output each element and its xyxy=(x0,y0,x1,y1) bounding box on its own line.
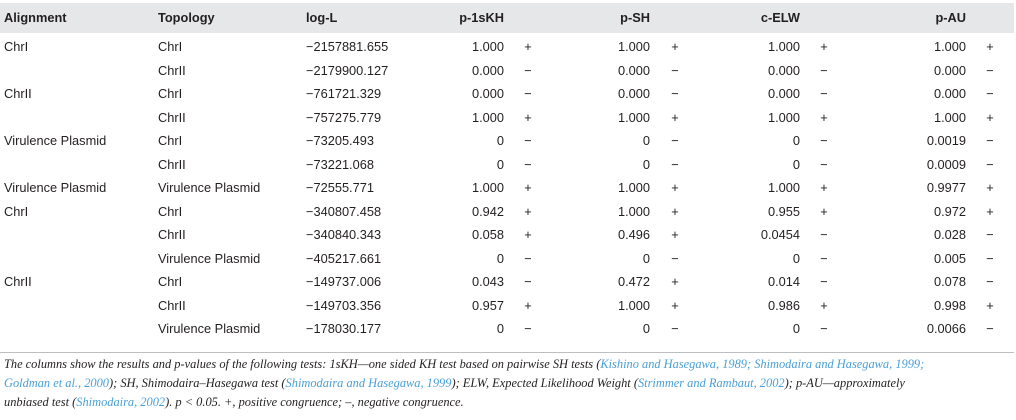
cell-p1skh: 0 xyxy=(496,156,504,172)
cell-topology: ChrII xyxy=(158,109,186,125)
cell-psh-sign: + xyxy=(671,227,679,242)
results-table xyxy=(0,3,1014,341)
cell-psh-sign: − xyxy=(671,62,679,78)
table-row xyxy=(0,35,1014,59)
citation-link[interactable]: Goldman et al., 2000 xyxy=(4,376,109,390)
cell-pau: 0.028 xyxy=(933,227,966,242)
cell-pau: 0.0009 xyxy=(926,156,966,172)
cell-psh-sign: − xyxy=(671,250,679,266)
header-psh: p-SH xyxy=(552,3,650,33)
cell-pau-sign: − xyxy=(986,274,994,289)
cell-celw-sign: − xyxy=(820,250,828,266)
cell-psh-sign: − xyxy=(671,86,679,101)
table-row xyxy=(0,153,1014,177)
cell-p1skh-sign: + xyxy=(524,109,532,125)
cell-p1skh: 0 xyxy=(496,250,504,266)
cell-celw-sign: + xyxy=(820,297,828,313)
table-row xyxy=(0,294,1014,318)
header-spacer xyxy=(800,3,848,33)
cell-p1skh-sign: − xyxy=(524,62,532,78)
cell-pau-sign: + xyxy=(986,297,994,313)
cell-topology: ChrII xyxy=(158,297,186,313)
cell-celw-sign: + xyxy=(820,180,828,195)
cell-pau: 0.0019 xyxy=(926,133,966,148)
cell-celw-sign: − xyxy=(820,227,828,242)
cell-topology: ChrII xyxy=(158,156,186,172)
cell-p1skh: 0.957 xyxy=(471,297,504,313)
cell-alignment xyxy=(0,223,158,247)
cell-celw: 0.955 xyxy=(767,203,800,219)
header-logl: log-L xyxy=(306,3,410,33)
cell-pau-sign: − xyxy=(986,227,994,242)
cell-topology: ChrI xyxy=(158,203,183,219)
cell-p1skh-sign: − xyxy=(524,156,532,172)
cell-p1skh-sign: − xyxy=(524,274,532,289)
cell-alignment xyxy=(0,106,158,130)
cell-p1skh: 0.043 xyxy=(471,274,504,289)
cell-psh-sign: − xyxy=(671,321,679,336)
table-header-row xyxy=(0,3,1014,33)
caption-text: ); p-AU—approximately xyxy=(784,376,905,390)
cell-psh-sign: + xyxy=(671,297,679,313)
cell-alignment: ChrI xyxy=(4,39,29,54)
cell-alignment: ChrI xyxy=(4,203,29,219)
cell-psh-sign: + xyxy=(671,180,679,195)
cell-celw-sign: − xyxy=(820,62,828,78)
cell-celw-sign: − xyxy=(820,86,828,101)
cell-alignment xyxy=(0,317,158,341)
cell-logl: −761721.329 xyxy=(306,86,382,101)
cell-psh: 0.000 xyxy=(617,62,650,78)
cell-topology: ChrII xyxy=(158,227,186,242)
cell-celw: 0.000 xyxy=(767,62,800,78)
cell-logl: −149737.006 xyxy=(306,274,382,289)
cell-p1skh: 1.000 xyxy=(471,39,504,54)
caption-text: ); SH, Shimodaira–Hasegawa test ( xyxy=(108,376,286,390)
citation-link[interactable]: Strimmer and Rambaut, 2002 xyxy=(637,376,785,390)
cell-p1skh: 0.058 xyxy=(471,227,504,242)
cell-pau-sign: + xyxy=(986,203,994,219)
cell-pau: 0.005 xyxy=(933,250,966,266)
cell-psh: 0.000 xyxy=(617,86,650,101)
cell-psh: 1.000 xyxy=(617,203,650,219)
cell-logl: −2157881.655 xyxy=(306,39,389,54)
cell-p1skh: 0.000 xyxy=(471,86,504,101)
cell-p1skh-sign: − xyxy=(524,86,532,101)
cell-celw-sign: + xyxy=(820,203,828,219)
table-row xyxy=(0,129,1014,153)
cell-topology: ChrI xyxy=(158,39,183,54)
citation-link[interactable]: Kishino and Hasegawa, 1989; Shimodaira and Hasegawa, 1999; xyxy=(600,357,925,371)
cell-psh-sign: + xyxy=(671,39,679,54)
cell-logl: −149703.356 xyxy=(306,297,382,313)
table-bottom-rule xyxy=(0,352,1014,353)
cell-pau-sign: − xyxy=(986,156,994,172)
cell-celw: 0.000 xyxy=(767,86,800,101)
cell-topology: Virulence Plasmid xyxy=(158,250,261,266)
cell-pau-sign: − xyxy=(986,250,994,266)
cell-pau: 1.000 xyxy=(933,109,966,125)
cell-psh: 1.000 xyxy=(617,297,650,313)
cell-celw: 1.000 xyxy=(767,180,800,195)
cell-psh: 0 xyxy=(642,250,650,266)
cell-psh: 0 xyxy=(642,321,650,336)
cell-psh-sign: + xyxy=(671,274,679,289)
cell-celw-sign: + xyxy=(820,109,828,125)
header-celw: c-ELW xyxy=(700,3,800,33)
header-pau: p-AU xyxy=(848,3,966,33)
cell-celw: 0.986 xyxy=(767,297,800,313)
table-row xyxy=(0,270,1014,294)
cell-psh: 0.472 xyxy=(617,274,650,289)
cell-alignment: ChrII xyxy=(4,86,32,101)
cell-psh: 1.000 xyxy=(617,180,650,195)
cell-pau: 0.000 xyxy=(933,86,966,101)
cell-psh-sign: − xyxy=(671,156,679,172)
cell-alignment xyxy=(0,153,158,177)
cell-celw-sign: − xyxy=(820,156,828,172)
table-row xyxy=(0,247,1014,271)
citation-link[interactable]: Shimodaira, 2002 xyxy=(76,395,166,409)
cell-logl: −340807.458 xyxy=(306,203,382,219)
cell-topology: ChrII xyxy=(158,62,186,78)
header-topology: Topology xyxy=(158,3,306,33)
cell-pau-sign: − xyxy=(986,86,994,101)
cell-psh-sign: − xyxy=(671,133,679,148)
cell-celw-sign: + xyxy=(820,39,828,54)
cell-logl: −2179900.127 xyxy=(306,62,389,78)
cell-psh: 1.000 xyxy=(617,39,650,54)
cell-celw: 1.000 xyxy=(767,39,800,54)
header-alignment: Alignment xyxy=(0,3,158,33)
cell-celw-sign: − xyxy=(820,274,828,289)
table-row xyxy=(0,317,1014,341)
cell-p1skh: 0.000 xyxy=(471,62,504,78)
cell-p1skh: 0 xyxy=(496,133,504,148)
cell-p1skh-sign: + xyxy=(524,203,532,219)
cell-p1skh: 1.000 xyxy=(471,109,504,125)
cell-celw: 0 xyxy=(792,321,800,336)
cell-p1skh-sign: − xyxy=(524,250,532,266)
cell-psh: 0.496 xyxy=(617,227,650,242)
cell-logl: −72555.771 xyxy=(306,180,374,195)
cell-pau-sign: + xyxy=(986,180,994,195)
cell-psh-sign: + xyxy=(671,109,679,125)
cell-p1skh-sign: + xyxy=(524,297,532,313)
cell-logl: −340840.343 xyxy=(306,227,382,242)
table-row xyxy=(0,106,1014,130)
cell-logl: −73221.068 xyxy=(306,156,374,172)
cell-pau-sign: + xyxy=(986,39,994,54)
cell-celw: 1.000 xyxy=(767,109,800,125)
cell-logl: −757275.779 xyxy=(306,109,382,125)
table-row xyxy=(0,200,1014,224)
cell-psh: 0 xyxy=(642,156,650,172)
cell-psh: 0 xyxy=(642,133,650,148)
cell-p1skh: 0.942 xyxy=(471,203,504,219)
cell-celw: 0 xyxy=(792,156,800,172)
header-p1skh: p-1sKH xyxy=(410,3,504,33)
table-row xyxy=(0,223,1014,247)
cell-pau: 0.9977 xyxy=(926,180,966,195)
cell-topology: ChrI xyxy=(158,274,183,289)
cell-pau-sign: − xyxy=(986,62,994,78)
cell-pau: 1.000 xyxy=(933,39,966,54)
table-body xyxy=(0,33,1014,341)
cell-pau: 0.000 xyxy=(933,62,966,78)
cell-pau: 0.972 xyxy=(933,203,966,219)
cell-pau: 0.0066 xyxy=(926,321,966,336)
table-row xyxy=(0,82,1014,106)
cell-topology: ChrI xyxy=(158,86,183,101)
caption-text: ); ELW, Expected Likelihood Weight ( xyxy=(451,376,638,390)
caption-text: The columns show the results and p-values of the following tests: 1sKH—one sided KH test based on pairwise SH tests ( xyxy=(4,357,601,371)
cell-alignment xyxy=(0,294,158,318)
cell-alignment: Virulence Plasmid xyxy=(4,133,107,148)
cell-alignment: ChrII xyxy=(4,274,32,289)
cell-celw-sign: − xyxy=(820,133,828,148)
caption-text: ). p < 0.05. +, positive congruence; –, negative congruence. xyxy=(165,395,464,409)
cell-pau-sign: + xyxy=(986,109,994,125)
cell-p1skh: 0 xyxy=(496,321,504,336)
cell-pau-sign: − xyxy=(986,321,994,336)
cell-topology: ChrI xyxy=(158,133,183,148)
cell-logl: −73205.493 xyxy=(306,133,374,148)
cell-alignment xyxy=(0,247,158,271)
cell-celw: 0 xyxy=(792,133,800,148)
cell-p1skh-sign: − xyxy=(524,321,532,336)
cell-psh-sign: + xyxy=(671,203,679,219)
header-spacer xyxy=(650,3,700,33)
cell-alignment: Virulence Plasmid xyxy=(4,180,107,195)
cell-topology: Virulence Plasmid xyxy=(158,321,261,336)
cell-p1skh-sign: + xyxy=(524,180,532,195)
cell-pau: 0.998 xyxy=(933,297,966,313)
cell-p1skh-sign: − xyxy=(524,133,532,148)
table-caption xyxy=(4,355,1012,412)
cell-p1skh-sign: + xyxy=(524,227,532,242)
cell-alignment xyxy=(0,59,158,83)
cell-psh: 1.000 xyxy=(617,109,650,125)
cell-celw: 0.014 xyxy=(767,274,800,289)
cell-celw-sign: − xyxy=(820,321,828,336)
header-spacer xyxy=(504,3,552,33)
header-spacer xyxy=(966,3,1014,33)
cell-p1skh: 1.000 xyxy=(471,180,504,195)
cell-celw: 0.0454 xyxy=(760,227,800,242)
cell-pau-sign: − xyxy=(986,133,994,148)
cell-logl: −405217.661 xyxy=(306,250,382,266)
cell-logl: −178030.177 xyxy=(306,321,382,336)
caption-text: unbiased test ( xyxy=(4,395,77,409)
cell-topology: Virulence Plasmid xyxy=(158,180,261,195)
table-row xyxy=(0,176,1014,200)
cell-celw: 0 xyxy=(792,250,800,266)
cell-p1skh-sign: + xyxy=(524,39,532,54)
table-row xyxy=(0,59,1014,83)
citation-link[interactable]: Shimodaira and Hasegawa, 1999 xyxy=(285,376,452,390)
cell-pau: 0.078 xyxy=(933,274,966,289)
